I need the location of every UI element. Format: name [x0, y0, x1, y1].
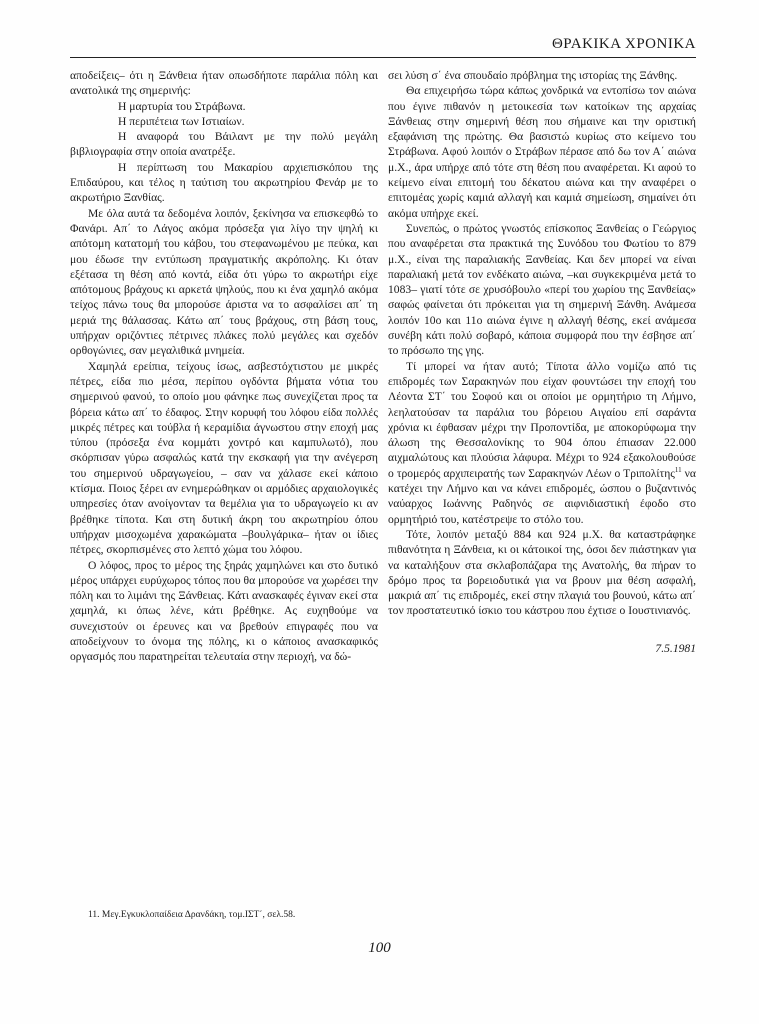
paragraph: Ο λόφος, προς το μέρος της ξηράς χαμηλώνει και στο δυτικό μέρος υπάρχει ευρύχωρος τόπος που θα μπορούσε να χωρέσει την πόλη και το λιμάνι της Ξάνθειας. Κάτι ανασκαφές έγιναν εκεί στα χαμηλά, κι όπως λένε, κάτι βρέθηκε. Ας ευχηθούμε να συνεχιστούν οι έρευνες και να βρεθούν επιγραφές που να αποδείχνουν το όνομα της πόλης, κι ο κάποιος ανασκαφικός οργασμός που παρατηρείται τελευταία στην περιοχή, να δώ-: [70, 558, 378, 664]
paragraph-text: Τί μπορεί να ήταν αυτό; Τίποτα άλλο νομίζω από τις επιδρομές των Σαρακηνών που είχαν φουντώσει την εποχή του Λέοντα ΣΤ΄ του Σοφού και οι οποίοι με ορμητήριο τη Λήμνο, λεηλατούσαν τα παράλια του βόρειου Αιγαίου επί σαράντα χρόνια κι έφθασαν μέχρι την Προποντίδα, με αποκορύφωμα την άλωση της Θεσσαλονίκης το 904 όπου έπιασαν 22.000 αιχμαλώτους και πλούσια λάφυρα. Μέχρι το 924 εξακολουθούσε ο τρομερός αρχιπειρατής των Σαρακηνών Λέων ο Τριπολίτης: [388, 359, 696, 480]
paragraph: Τότε, λοιπόν μεταξύ 884 και 924 μ.Χ. θα καταστράφηκε πιθανότητα η Ξάνθεια, κι οι κάτοικοί της, όσοι δεν πιάστηκαν για να καταλήξουν στα σκλαβοπάζαρα της Ανατολής, θα πήραν το δρόμο προς τα βορειοδυτικά για να βρουν μια θέση ασφαλή, μακριά απ΄ τις επιδρομές, εκεί στην πλαγιά του βουνού, κάτω απ΄ τον προστατευτικό ίσκιο του κάστρου που έχτισε ο Ιουστινιανός.: [388, 527, 696, 618]
left-column: [70, 68, 378, 665]
citation-item: Η μαρτυρία του Στράβωνα.: [118, 99, 246, 113]
citation-item: Η αναφορά του Βάιλαντ με την πολύ μεγάλη βιβλιογραφία στην οποία ανατρέξε.: [70, 130, 378, 159]
right-column: [388, 68, 696, 656]
paragraph: σει λύση σ΄ ένα σπουδαίο πρόβλημα της ιστορίας της Ξάνθης.: [388, 69, 678, 82]
citation-item: Η περίπτωση του Μακαρίου αρχιεπισκόπου της Επιδαύρου, και τέλος η ταύτιση του ακρωτηρίου Φενάρ με το ακρωτήριο Ξανθίας.: [70, 160, 378, 205]
header-rule: [70, 57, 696, 58]
page-number: 100: [368, 940, 391, 956]
date-line: 7.5.1981: [655, 641, 696, 655]
running-head: ΘΡΑΚΙΚΑ ΧΡΟΝΙΚΑ: [551, 36, 696, 52]
paragraph-text: να κατέχει την Λήμνο και να κάνει επιδρομές, ώσπου ο βυζαντινός ναύαρχος Ιωάννης Ραδηνός σε αιφνιδιαστική έφοδο στο ορμητήριό του, κατέστρεψε το στόλο του.: [388, 466, 696, 526]
footnote: 11. Μεγ.Εγκυκλοπαίδεια Δρανδάκη, τομ.ΙΣΤ΄, σελ.58.: [88, 910, 296, 920]
footnote-marker: 11: [674, 465, 682, 474]
paragraph: Χαμηλά ερείπια, τείχους ίσως, ασβεστόχτιστου με μικρές πέτρες, είδα πιο μέσα, περίπου ογδόντα βήματα νότια του σημερινού φανού, το οποίο μου φάνηκε πως συνεχίζεται προς τα βόρεια κάτω απ΄ το έδαφος. Στην κορυφή του λόφου είδα πολλές μικρές πέτρες και τούβλα ή κεραμίδια άγνωστου στην εποχή μας τύπου (πρόσεξα ένα κομμάτι χοντρό και καμπυλωτό), που σκόρπισαν γύρω ασφαλώς κατά την εκσκαφή για την ανέγερση του σημερινού υδραγωγείου, – σαν να χάλασε εκεί κάποιο κτίσμα. Ποιος ξέρει αν ενημερώθηκαν οι αρμόδιες αρχαιολογικές υπηρεσίες όταν ανοίγονταν τα θεμέλια για το υδραγωγείο κι αν βρέθηκε τίποτα. Και στη δυτική άκρη του ακρωτηρίου όπου υπήρχαν μισοχωμένα χαρακώματα –βουλγάρικα– ήταν οι ίδιες πέτρες, σκορπισμένες στο λεπτό χώμα του λόφου.: [70, 359, 378, 557]
paragraph: Με όλα αυτά τα δεδομένα λοιπόν, ξεκίνησα να επισκεφθώ το Φανάρι. Απ΄ το Λάγος ακόμα πρόσεξα για λίγο την ψηλή κι απότομη κατατομή του κάβου, του στεφανωμένου με πεύκα, και μου έδωσε την εντύπωση πραγματικής ακρόπολης. Κι όταν εξέτασα τη θέση από κοντά, είδα ότι γύρω το ακρωτήρι είχε απότομους βράχους κι αρκετά ψηλούς, που κι ένα χαμηλό ακόμα τείχος πάνω τους θα μπορούσε άριστα να το ασφαλίσει απ΄ τη μεριά της θάλασσας. Κάτω απ΄ τους βράχους, στη βάση τους, υπήρχαν οριζόντιες πέτρινες πλάκες πολύ μεγάλες και σχεδόν ορθογώνιες, σαν μεγαλιθικά μνημεία.: [70, 206, 378, 358]
paragraph: αποδείξεις– ότι η Ξάνθεια ήταν οπωσδήποτε παράλια πόλη και ανατολικά της σημερινής:: [70, 69, 378, 98]
paragraph: Συνεπώς, ο πρώτος γνωστός επίσκοπος Ξανθείας ο Γεώργιος που αναφέρεται στα πρακτικά της Συνόδου του Φωτίου το 879 μ.Χ., είναι της παραλιακής Ξανθείας. Και δεν μπορεί να είναι παραλιακή μετά τον ενδέκατο αιώνα, –και συγκεκριμένα μετά το 1083– γιατί τότε σε χρυσόβουλο «περί του χωρίου της Ξανθείας» σαφώς φαίνεται ότι πρόκειται για τη σημερινή Ξάνθη. Ανάμεσα λοιπόν 10ο και 11ο αιώνα έγινε η αλλαγή θέσης, εκεί ανάμεσα συνέβη κάτι πολύ σοβαρό, κάποια συμφορά που την έσβησε απ΄ το πρόσωπο της γης.: [388, 221, 696, 358]
paragraph-with-footnote: [388, 359, 696, 527]
paragraph: Θα επιχειρήσω τώρα κάπως χονδρικά να εντοπίσω τον αιώνα που έγινε πιθανόν η μετοικεσία των κατοίκων της αρχαίας Ξάνθειας στην σημερινή θέση που σήμαινε και την οριστική εξαφάνιση της πρώτης. Θα βασιστώ κυρίως στο κείμενο του Στράβωνα. Αφού λοιπόν ο Στράβων πέρασε από δω τον Α΄ αιώνα μ.Χ., άρα υπήρχε από τότε στη θέση που αναφέρεται. Κι αφού το κείμενο είναι επιτομή του δέκατου αιώνα και την αναφέρει ο επιτομέας χωρίς καμιά αλλαγή και καμιά σημείωση, σημαίνει ότι ακόμα υπήρχε εκεί.: [388, 84, 696, 220]
citation-item: Η περιπέτεια των Ιστιαίων.: [118, 114, 245, 128]
